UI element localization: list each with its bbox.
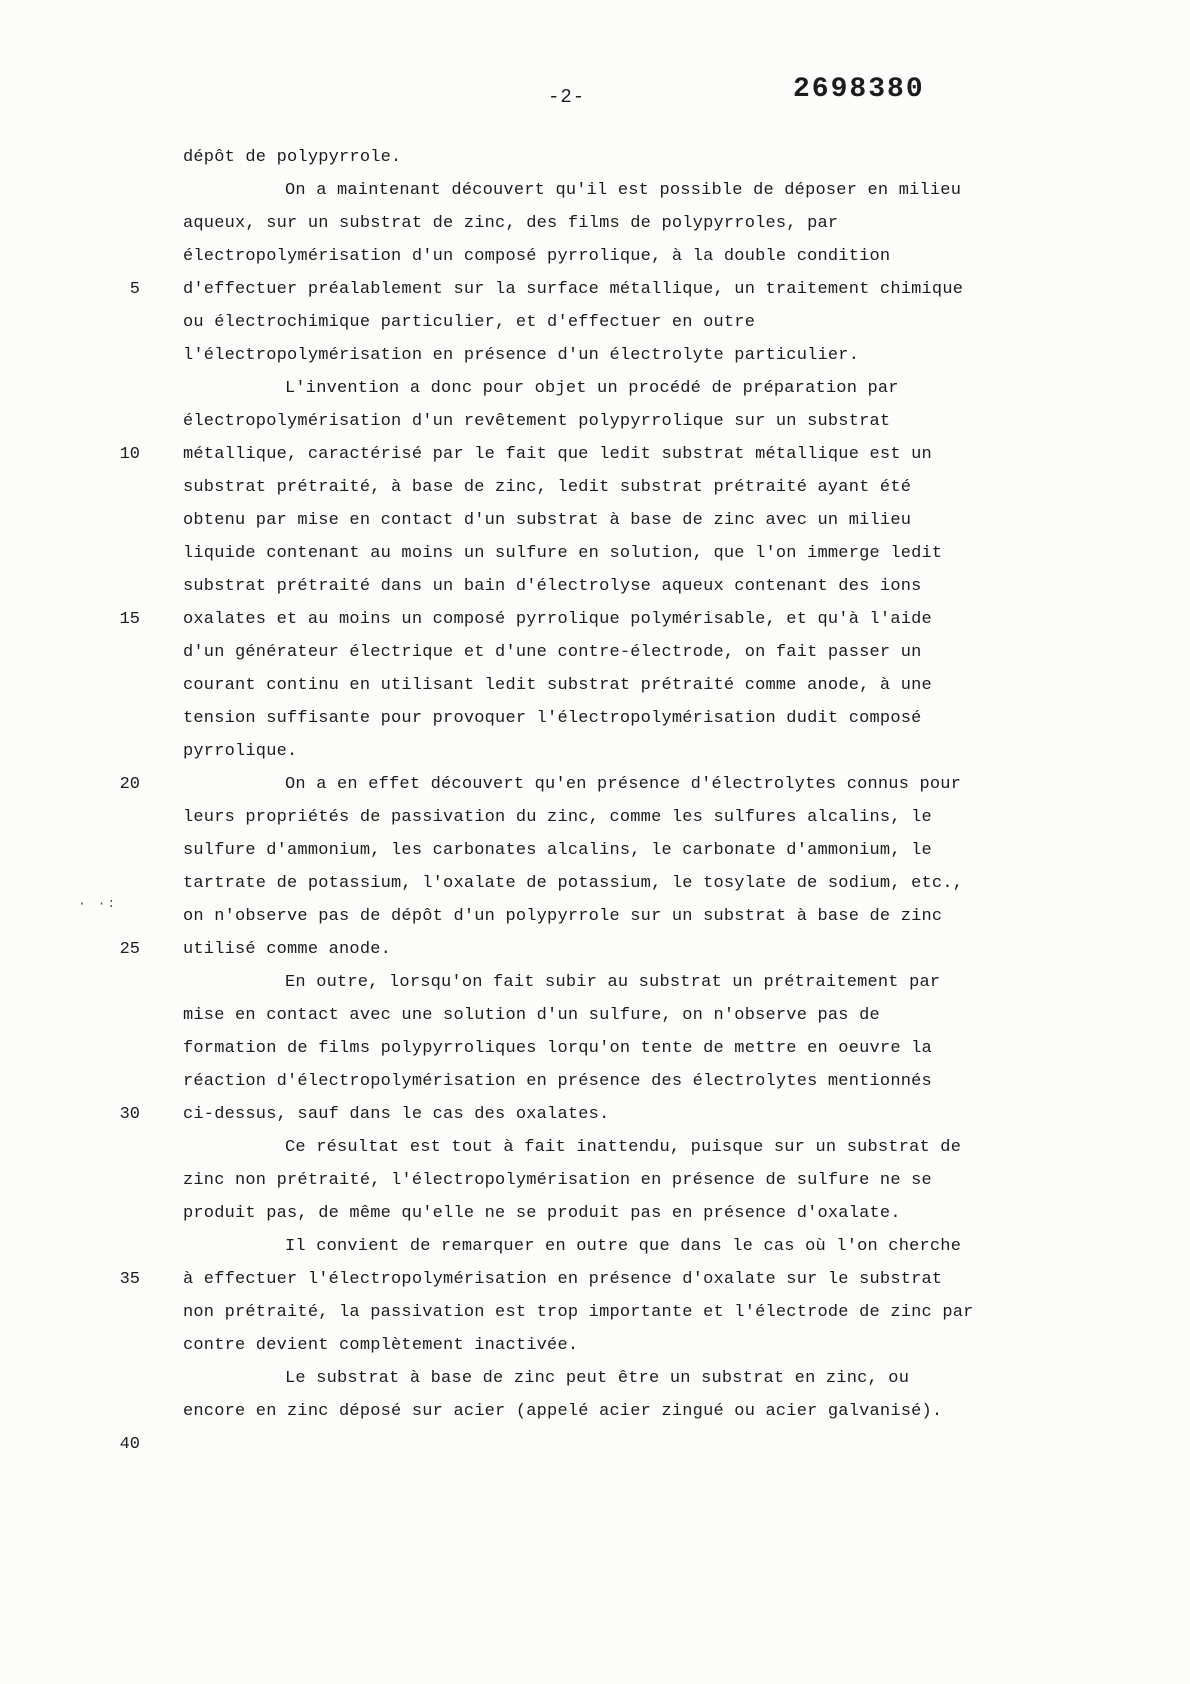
line-text: Il convient de remarquer en outre que dans le cas où l'on cherche xyxy=(285,1237,962,1256)
text-line xyxy=(0,1362,1190,1395)
line-text: électropolymérisation d'un composé pyrrolique, à la double condition xyxy=(183,247,891,266)
text-line xyxy=(0,636,1190,669)
text-line xyxy=(0,1131,1190,1164)
line-text: leurs propriétés de passivation du zinc, comme les sulfures alcalins, le xyxy=(183,808,932,827)
text-line xyxy=(0,141,1190,174)
line-text: On a en effet découvert qu'en présence d'électrolytes connus pour xyxy=(285,775,962,794)
text-line xyxy=(0,1164,1190,1197)
line-text: L'invention a donc pour objet un procédé de préparation par xyxy=(285,379,899,398)
text-line xyxy=(0,1032,1190,1065)
text-line xyxy=(0,1428,1190,1461)
text-line xyxy=(0,240,1190,273)
text-line xyxy=(0,1098,1190,1131)
line-text: En outre, lorsqu'on fait subir au substrat un prétraitement par xyxy=(285,973,941,992)
line-text: aqueux, sur un substrat de zinc, des films de polypyrroles, par xyxy=(183,214,839,233)
line-text: tension suffisante pour provoquer l'électropolymérisation dudit composé xyxy=(183,709,922,728)
text-line xyxy=(0,768,1190,801)
text-line xyxy=(0,339,1190,372)
line-text: obtenu par mise en contact d'un substrat à base de zinc avec un milieu xyxy=(183,511,912,530)
patent-number: 2698380 xyxy=(793,74,925,105)
line-text: contre devient complètement inactivée. xyxy=(183,1336,579,1355)
line-text: on n'observe pas de dépôt d'un polypyrrole sur un substrat à base de zinc xyxy=(183,907,943,926)
text-line xyxy=(0,603,1190,636)
line-text: liquide contenant au moins un sulfure en solution, que l'on immerge ledit xyxy=(183,544,943,563)
text-line xyxy=(0,999,1190,1032)
line-text: non prétraité, la passivation est trop importante et l'électrode de zinc par xyxy=(183,1303,974,1322)
line-text: zinc non prétraité, l'électropolymérisation en présence de sulfure ne se xyxy=(183,1171,932,1190)
text-line xyxy=(0,1065,1190,1098)
text-line xyxy=(0,306,1190,339)
page-number: -2- xyxy=(548,86,586,108)
line-text: dépôt de polypyrrole. xyxy=(183,148,402,167)
margin-line-number: 5 xyxy=(129,280,140,299)
line-text: tartrate de potassium, l'oxalate de potassium, le tosylate de sodium, etc., xyxy=(183,874,964,893)
text-line xyxy=(0,207,1190,240)
text-line xyxy=(0,438,1190,471)
text-line xyxy=(0,834,1190,867)
margin-line-number: 30 xyxy=(119,1105,140,1124)
text-line xyxy=(0,1395,1190,1428)
line-text: réaction d'électropolymérisation en présence des électrolytes mentionnés xyxy=(183,1072,932,1091)
line-text: pyrrolique. xyxy=(183,742,298,761)
scan-artifact: · ·: xyxy=(78,896,118,911)
document-body xyxy=(0,141,1190,1461)
text-line xyxy=(0,537,1190,570)
margin-line-number: 15 xyxy=(119,610,140,629)
line-text: Ce résultat est tout à fait inattendu, puisque sur un substrat de xyxy=(285,1138,962,1157)
text-line xyxy=(0,900,1190,933)
text-line xyxy=(0,1263,1190,1296)
text-line xyxy=(0,1197,1190,1230)
text-line xyxy=(0,933,1190,966)
margin-line-number: 10 xyxy=(119,445,140,464)
line-text: métallique, caractérisé par le fait que ledit substrat métallique est un xyxy=(183,445,932,464)
margin-line-number: 20 xyxy=(119,775,140,794)
text-line xyxy=(0,669,1190,702)
text-line xyxy=(0,1296,1190,1329)
line-text: substrat prétraité dans un bain d'électrolyse aqueux contenant des ions xyxy=(183,577,922,596)
text-line xyxy=(0,174,1190,207)
text-line xyxy=(0,867,1190,900)
line-text: sulfure d'ammonium, les carbonates alcalins, le carbonate d'ammonium, le xyxy=(183,841,932,860)
line-text: électropolymérisation d'un revêtement polypyrrolique sur un substrat xyxy=(183,412,891,431)
line-text: formation de films polypyrroliques lorqu'on tente de mettre en oeuvre la xyxy=(183,1039,932,1058)
margin-line-number: 35 xyxy=(119,1270,140,1289)
line-text: encore en zinc déposé sur acier (appelé acier zingué ou acier galvanisé). xyxy=(183,1402,943,1421)
text-line xyxy=(0,273,1190,306)
margin-line-number: 25 xyxy=(119,940,140,959)
text-line xyxy=(0,471,1190,504)
line-text: On a maintenant découvert qu'il est possible de déposer en milieu xyxy=(285,181,962,200)
line-text: courant continu en utilisant ledit substrat prétraité comme anode, à une xyxy=(183,676,932,695)
line-text: l'électropolymérisation en présence d'un électrolyte particulier. xyxy=(183,346,860,365)
line-text: ci-dessus, sauf dans le cas des oxalates. xyxy=(183,1105,610,1124)
text-line xyxy=(0,1329,1190,1362)
line-text: ou électrochimique particulier, et d'effectuer en outre xyxy=(183,313,756,332)
line-text: produit pas, de même qu'elle ne se produit pas en présence d'oxalate. xyxy=(183,1204,901,1223)
text-line xyxy=(0,735,1190,768)
text-line xyxy=(0,801,1190,834)
text-line xyxy=(0,405,1190,438)
line-text: d'effectuer préalablement sur la surface métallique, un traitement chimique xyxy=(183,280,964,299)
line-text: oxalates et au moins un composé pyrrolique polymérisable, et qu'à l'aide xyxy=(183,610,932,629)
text-line xyxy=(0,1230,1190,1263)
line-text: mise en contact avec une solution d'un sulfure, on n'observe pas de xyxy=(183,1006,880,1025)
text-line xyxy=(0,702,1190,735)
line-text: utilisé comme anode. xyxy=(183,940,392,959)
line-text: Le substrat à base de zinc peut être un substrat en zinc, ou xyxy=(285,1369,910,1388)
text-line xyxy=(0,570,1190,603)
line-text: à effectuer l'électropolymérisation en présence d'oxalate sur le substrat xyxy=(183,1270,943,1289)
text-line xyxy=(0,966,1190,999)
text-line xyxy=(0,504,1190,537)
margin-line-number: 40 xyxy=(119,1435,140,1454)
text-line xyxy=(0,372,1190,405)
line-text: substrat prétraité, à base de zinc, ledit substrat prétraité ayant été xyxy=(183,478,912,497)
line-text: d'un générateur électrique et d'une contre-électrode, on fait passer un xyxy=(183,643,922,662)
